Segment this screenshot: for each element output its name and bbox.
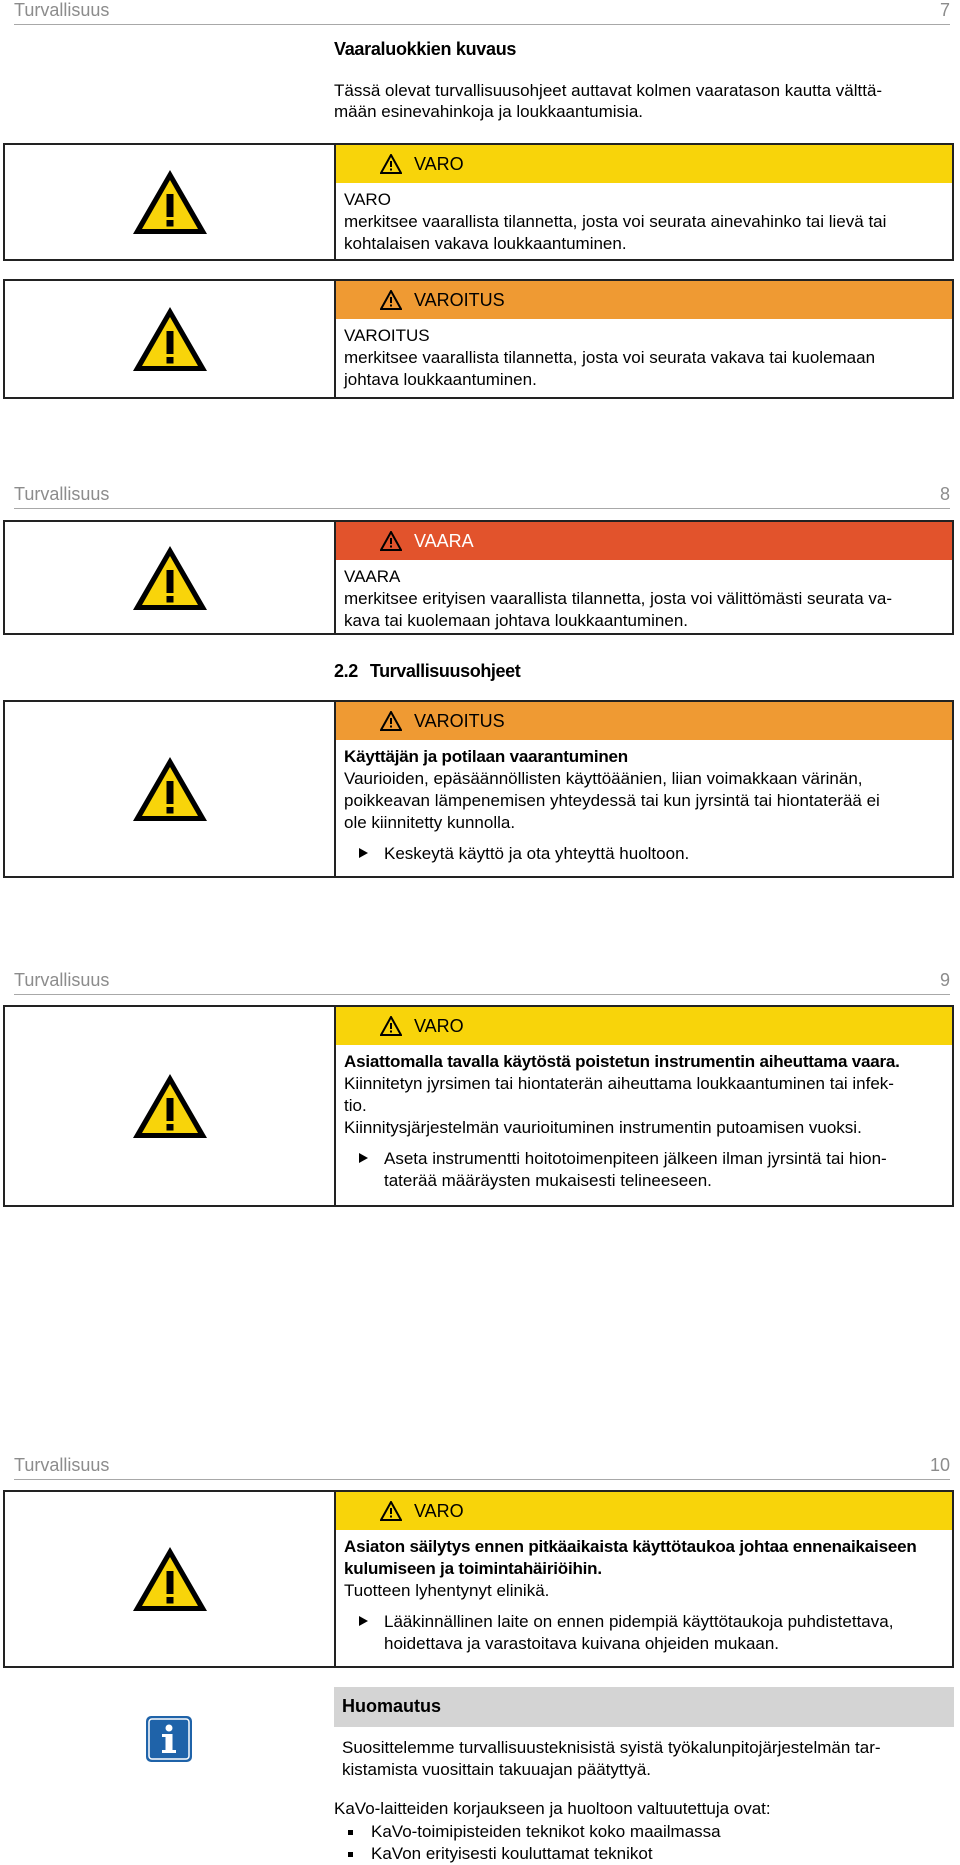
- box-content: VAARA VAARA merkitsee erityisen vaarallista tilannetta, josta voi välittömästi seurata va- kava tai kuolemaan johtava loukkaantuminen.: [336, 522, 952, 633]
- hazard-heading: Asiaton säilytys ennen pitkäaikaista käyttötaukoa johtaa ennenaikaiseen: [344, 1537, 917, 1556]
- box-content: VAROITUS VAROITUS merkitsee vaarallista tilannetta, josta voi seurata vakava tai kuolemaan johtava loukkaantuminen.: [336, 281, 952, 397]
- info-icon: [145, 1715, 193, 1763]
- small-warning-triangle-icon: [380, 290, 402, 310]
- page-number: 8: [939, 484, 950, 504]
- list-item: KaVo-toimipisteiden teknikot koko maailmassa: [334, 1821, 934, 1843]
- warning-box: [3, 279, 954, 399]
- signal-bar-label: VARO: [414, 1016, 464, 1036]
- caution-box: [3, 143, 954, 261]
- hazard-heading: Käyttäjän ja potilaan vaarantuminen: [344, 747, 628, 766]
- small-warning-triangle-icon: [380, 154, 402, 174]
- warning-triangle-icon: [130, 304, 210, 374]
- box-content: VARO VARO merkitsee vaarallista tilannetta, josta voi seurata ainevahinko tai lievä tai kohtalaisen vakava loukkaantuminen.: [336, 145, 952, 259]
- header-title: Turvallisuus: [14, 1455, 110, 1475]
- icon-cell: [5, 1492, 336, 1666]
- warning-triangle-icon: [130, 1544, 210, 1614]
- small-warning-triangle-icon: [380, 1501, 402, 1521]
- icon-cell: [5, 522, 336, 633]
- signal-bar: [336, 702, 952, 740]
- header-title: Turvallisuus: [14, 0, 110, 20]
- action-step: Aseta instrumentti hoitotoimenpiteen jälkeen ilman jyrsintä tai hion- taterää määräysten mukaisesti telineeseen.: [344, 1148, 944, 1192]
- box-content: VAROITUS Käyttäjän ja potilaan vaarantuminen Vaurioiden, epäsäännöllisten käyttöäänien, liian voimakkaan värinän, poikkeavan lämpenemisen yhteydessä tai kun jyrsintä tai hiontaterää ei ole kiinnitetty kunnolla. Keskeytä käyttö ja ota yhteyttä huoltoon.: [336, 702, 952, 876]
- signal-bar-label: VAARA: [414, 531, 474, 551]
- caution-box: [3, 1005, 954, 1207]
- list-item: KaVon erityisesti kouluttamat teknikot: [334, 1843, 934, 1865]
- box-content: Huomautus Suosittelemme turvallisuusteknisistä syistä työkalunpitojärjestelmän tar- kistamista vuosittain takuuajan päätyttyä.: [334, 1687, 954, 1791]
- square-bullet-icon: [348, 1852, 353, 1857]
- signal-word: VAARA: [344, 567, 401, 586]
- action-step: Keskeytä käyttö ja ota yhteyttä huoltoon.: [344, 843, 944, 865]
- small-warning-triangle-icon: [380, 531, 402, 551]
- page-number: 9: [939, 970, 950, 990]
- signal-bar: [336, 1492, 952, 1530]
- authorized-intro: KaVo-laitteiden korjaukseen ja huoltoon valtuutettuja ovat:: [334, 1799, 771, 1818]
- caution-box: [3, 1490, 954, 1668]
- intro-paragraph: Tässä olevat turvallisuusohjeet auttavat kolmen vaaratason kautta välttä- mään esinevahinkoja ja loukkaantumisia.: [334, 81, 883, 121]
- square-bullet-icon: [348, 1830, 353, 1835]
- page-header-9: [14, 970, 950, 995]
- icon-cell: [5, 702, 336, 876]
- signal-bar-label: VARO: [414, 1501, 464, 1521]
- box-content: VARO Asiattomalla tavalla käytöstä poistetun instrumentin aiheuttama vaara. Kiinnitetyn jyrsimen tai hiontaterän aiheuttama loukkaantuminen tai infek- tio. Kiinnitysjärjestelmän vaurioituminen instrumentin putoamisen vuoksi. Aseta instrumentti hoitotoimenpiteen jälkeen ilman jyrsintä tai hion- taterää määräysten mukaisesti telineeseen.: [336, 1007, 952, 1205]
- icon-cell: [5, 145, 336, 259]
- warning-triangle-icon: [130, 754, 210, 824]
- signal-bar-label: VARO: [414, 154, 464, 174]
- signal-word: VAROITUS: [344, 326, 430, 345]
- hazard-heading: Asiattomalla tavalla käytöstä poistetun instrumentin aiheuttama vaara.: [344, 1052, 900, 1071]
- arrow-right-icon: [359, 848, 368, 858]
- danger-box: [3, 520, 954, 635]
- warning-triangle-icon: [130, 543, 210, 613]
- page-number: 7: [939, 0, 950, 20]
- signal-bar: [336, 281, 952, 319]
- note-bar-label: Huomautus: [342, 1696, 441, 1716]
- header-title: Turvallisuus: [14, 484, 110, 504]
- page-header-8: [14, 484, 950, 509]
- signal-bar: [336, 145, 952, 183]
- arrow-right-icon: [359, 1616, 368, 1626]
- subsection-title: 2.2 Turvallisuusohjeet: [334, 661, 521, 681]
- signal-bar-label: VAROITUS: [414, 711, 505, 731]
- page-header-7: [14, 0, 950, 25]
- note-box: [3, 1687, 954, 1791]
- icon-cell: [3, 1687, 334, 1791]
- warning-box: [3, 700, 954, 878]
- page-header-10: [14, 1455, 950, 1480]
- note-bar: [334, 1687, 954, 1727]
- box-content: VARO Asiaton säilytys ennen pitkäaikaista käyttötaukoa johtaa ennenaikaiseen kulumiseen ja toimintahäiriöihin. Tuotteen lyhentynyt elinikä. Lääkinnällinen laite on ennen pidempiä käyttötaukoja puhdistettava, hoidettava ja varastoitava kuivana ohjeiden mukaan.: [336, 1492, 952, 1666]
- authorized-list: [334, 1821, 934, 1865]
- section-title: Vaaraluokkien kuvaus: [334, 39, 517, 59]
- signal-word: VARO: [344, 190, 391, 209]
- page-number: 10: [929, 1455, 950, 1475]
- arrow-right-icon: [359, 1153, 368, 1163]
- action-step: Lääkinnällinen laite on ennen pidempiä käyttötaukoja puhdistettava, hoidettava ja varastoitava kuivana ohjeiden mukaan.: [344, 1611, 944, 1655]
- header-title: Turvallisuus: [14, 970, 110, 990]
- small-warning-triangle-icon: [380, 1016, 402, 1036]
- signal-bar: [336, 522, 952, 560]
- signal-bar: [336, 1007, 952, 1045]
- icon-cell: [5, 1007, 336, 1205]
- signal-bar-label: VAROITUS: [414, 290, 505, 310]
- small-warning-triangle-icon: [380, 711, 402, 731]
- warning-triangle-icon: [130, 1071, 210, 1141]
- icon-cell: [5, 281, 336, 397]
- warning-triangle-icon: [130, 167, 210, 237]
